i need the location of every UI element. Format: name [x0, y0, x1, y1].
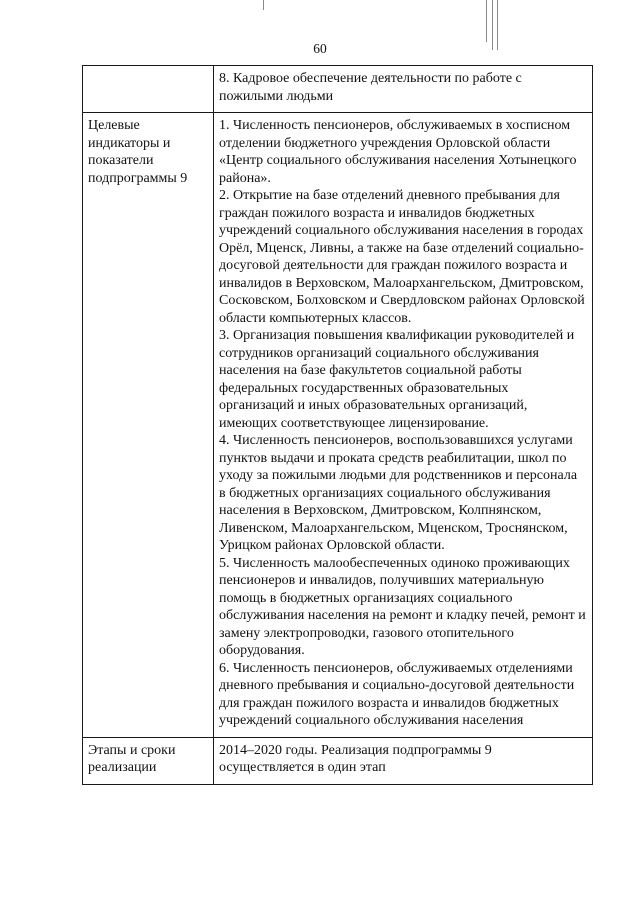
row-content-cell	[214, 113, 593, 738]
scan-artifact-line	[263, 0, 264, 10]
table-row	[83, 737, 593, 784]
row-content-cell	[214, 66, 593, 113]
row-label-cell	[83, 66, 214, 113]
row-label-cell: Целевые индикаторы и показатели подпрограммы 9	[83, 113, 214, 738]
content-paragraph: 5. Численность малообеспеченных одиноко проживающих пенсионеров и инвалидов, получивших материальную помощь в бюджетных организациях социального обслуживания населения на ремонт и кладку печей, ремонт и замену электропроводки, газового отопительного оборудования.	[219, 555, 586, 658]
content-paragraph: 3. Организация повышения квалификации руководителей и сотрудников организаций социального обслуживания населения на базе факультетов социальной работы федеральных государственных образовательных организаций и иных образовательных организаций, имеющих соответствующее лицензирование.	[219, 328, 575, 431]
content-paragraph: 2014–2020 годы. Реализация подпрограммы 9 осуществляется в один этап	[219, 742, 492, 775]
content-paragraph: 6. Численность пенсионеров, обслуживаемых отделениями дневного пребывания и социально-досуговой деятельности для граждан пожилого возраста и инвалидов бюджетных учреждений социального обслуживания населения	[219, 660, 575, 728]
row-content-cell	[214, 737, 593, 784]
subprogram-passport-table	[82, 65, 593, 785]
scan-artifact-line	[486, 0, 487, 42]
content-paragraph: 8. Кадровое обеспечение деятельности по работе с пожилыми людьми	[219, 71, 522, 104]
row-label-cell: Этапы и сроки реализации	[83, 737, 214, 784]
table-row	[83, 66, 593, 113]
content-paragraph: 4. Численность пенсионеров, воспользовавшихся услугами пунктов выдачи и проката средств реабилитации, школ по уходу за пожилыми людьми для родственников и персонала в бюджетных организациях социального обслуживания населения в Верховском, Дмитровском, Колпнянском, Ливенском, Малоархангельском, Мценском, Троснянском, Урицком районах Орловской области.	[219, 433, 578, 553]
page-number: 60	[313, 41, 327, 56]
content-paragraph: 1. Численность пенсионеров, обслуживаемых в хосписном отделении бюджетного учреждения Орловской области «Центр социального обслуживания населения Хотынецкого района».	[219, 118, 577, 186]
content-paragraph: 2. Открытие на базе отделений дневного пребывания для граждан пожилого возраста и инвалидов бюджетных учреждений социального обслуживания населения в городах Орёл, Мценск, Ливны, а также на базе отделений социально-досуговой деятельности для граждан пожилого возраста и инвалидов в Верховском, Малоархангельском, Дмитровском, Сосковском, Болховском и Свердловском районах Орловской области компьютерных классов.	[219, 188, 585, 326]
table-row	[83, 113, 593, 738]
